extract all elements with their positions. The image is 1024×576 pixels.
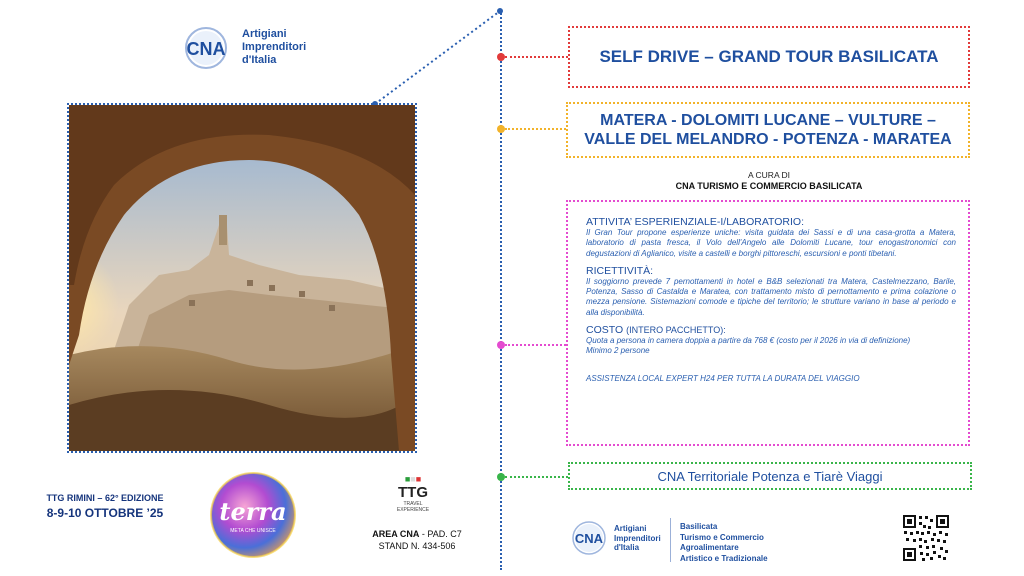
ttg-name: TTG: [398, 484, 428, 501]
curated-by: [568, 170, 970, 192]
cna-badge-text-bottom: CNA: [574, 531, 604, 546]
stand-number: STAND N. 434-506: [378, 541, 456, 551]
stay-text: Il soggiorno prevede 7 pernottamenti in hotel e B&B selezionati tra Matera, Castelmezzano, Barile, Potenza, Sasso di Castalda e Maratea, con trattamento misto di pernottamento e prima colazione o mezza pensione. Sistemazioni comode e tipiche del territorio; le strutture variano in base al periodo e alla disponibilità.: [586, 276, 956, 317]
route-line-2: VALLE DEL MELANDRO - POTENZA - MARATEA: [584, 131, 952, 148]
pad-label: - PAD. C7: [421, 529, 462, 539]
curated-label: A CURA DI: [747, 170, 791, 180]
connector-line-red: [505, 56, 568, 58]
division-4: Artistico e Tradizionale: [680, 553, 768, 563]
connector-line-magenta: [505, 344, 566, 346]
cna-badge-text: CNA: [186, 39, 226, 59]
event-dates: 8-9-10 OTTOBRE ’25: [46, 506, 164, 520]
cost-heading: [586, 324, 956, 336]
italy-flag-icon: ■■■: [404, 474, 422, 484]
route-box: [566, 102, 970, 158]
connector-line-green: [505, 476, 568, 478]
terra-logo: [208, 470, 298, 560]
division-1: Basilicata: [680, 522, 718, 531]
photo-connector: [370, 8, 505, 108]
terra-tagline: META CHE UNISCE: [230, 528, 276, 534]
area-label: AREA CNA: [372, 529, 420, 539]
cost-heading-main: COSTO: [586, 324, 624, 337]
cost-minimum: Minimo 2 persone: [586, 346, 650, 356]
logo-bottom-line-3: d'Italia: [614, 543, 640, 552]
tour-title: SELF DRIVE – GRAND TOUR BASILICATA: [568, 26, 970, 88]
qr-code[interactable]: [902, 514, 950, 562]
connector-dot-red: [497, 53, 505, 61]
cna-logo-bottom: [566, 520, 612, 556]
route-line-1: MATERA - DOLOMITI LUCANE – VULTURE –: [600, 112, 936, 129]
connector-dot-green: [497, 473, 505, 481]
division-2: Turismo e Commercio: [680, 532, 764, 542]
cna-logo: [176, 26, 236, 70]
logo-bottom-line-2: Imprenditori: [614, 533, 661, 543]
curated-org: CNA TURISMO E COMMERCIO BASILICATA: [675, 181, 863, 191]
connector-dot-yellow: [497, 125, 505, 133]
division-3: Agroalimentare: [680, 543, 739, 552]
logo-bottom-line-1: Artigiani: [614, 524, 647, 533]
assistance-text: ASSISTENZA LOCAL EXPERT H24 PER TUTTA LA DURATA DEL VIAGGIO: [586, 373, 860, 383]
details-box: [566, 200, 970, 446]
logo-line-1: Artigiani: [242, 28, 287, 40]
event-info: [40, 493, 170, 520]
stand-info: [362, 528, 472, 552]
cost-heading-sub: (INTERO PACCHETTO):: [626, 325, 726, 336]
cna-divisions: [680, 522, 768, 564]
event-title: TTG RIMINI – 62° EDIZIONE: [46, 493, 164, 503]
cna-logo-text-bottom: [614, 524, 661, 553]
matera-photo: [67, 103, 417, 453]
terra-word: terra: [219, 497, 287, 526]
timeline-line: [500, 10, 502, 570]
connector-dot-magenta: [497, 341, 505, 349]
ttg-tagline: TRAVEL EXPERIENCE: [396, 501, 430, 513]
cost-price: Quota a persona in camera doppia a partire da 768 € (costo per il 2026 in via di definizione): [586, 336, 911, 346]
activity-heading: ATTIVITA’ ESPERIENZIALE-I/LABORATORIO:: [586, 216, 805, 228]
connector-line-yellow: [505, 128, 566, 130]
organizers-box: CNA Territoriale Potenza e Tiarè Viaggi: [568, 462, 972, 490]
stay-heading: RICETTIVITÀ:: [586, 264, 654, 277]
logo-line-3: d'Italia: [242, 54, 277, 66]
cna-logo-text: [242, 28, 306, 67]
logo-line-2: Imprenditori: [242, 41, 307, 53]
activity-text: Il Gran Tour propone esperienze uniche: visita guidata dei Sassi e di una casa-grotta a Matera, laboratorio di pasta fresca, il Volo dell'Angelo alle Dolomiti Lucane, tour enogastronomici con degustazioni di Aglianico, visite a castelli e borghi pittoreschi, escursioni e ponti tibetani.: [586, 228, 956, 258]
logo-separator: [670, 518, 671, 562]
ttg-logo: [388, 474, 438, 520]
